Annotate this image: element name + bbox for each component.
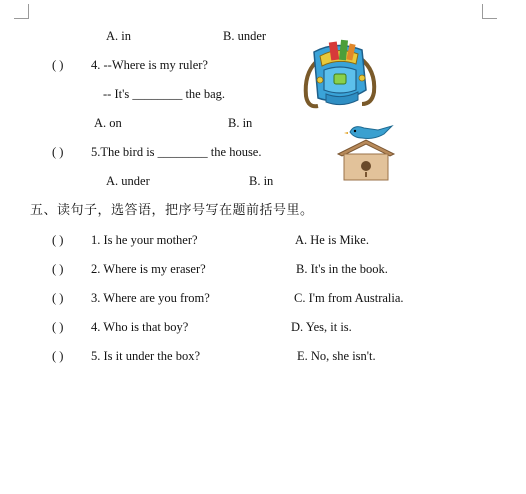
q4-question: 4. --Where is my ruler? xyxy=(91,58,208,72)
s5-item-4-parentheses[interactable]: ( ) xyxy=(52,320,64,334)
q4-answer-prefix: -- It's xyxy=(103,87,130,101)
s5-item-2-question: 2. Where is my eraser? xyxy=(91,262,206,276)
q4-answer-suffix: the bag. xyxy=(185,87,226,101)
s5-option-e: E. No, she isn't. xyxy=(297,349,376,363)
q5-question-prefix: 5.The bird is xyxy=(91,145,155,159)
q5-blank[interactable]: ________ xyxy=(157,145,208,159)
q4-option-b: B. in xyxy=(228,116,253,130)
birdhouse-icon xyxy=(334,124,398,182)
q5-question xyxy=(91,146,261,159)
s5-item-4-question: 4. Who is that boy? xyxy=(91,320,189,334)
q4-blank[interactable]: ________ xyxy=(132,87,183,101)
s5-item-2-parentheses[interactable]: ( ) xyxy=(52,262,64,276)
q4-answer-parentheses[interactable]: ( ) xyxy=(52,58,64,72)
s5-option-b: B. It's in the book. xyxy=(296,262,388,276)
s5-item-5-parentheses[interactable]: ( ) xyxy=(52,349,64,363)
q5-option-b: B. in xyxy=(249,174,274,188)
q5-option-a: A. under xyxy=(106,174,150,188)
crop-mark-top-left xyxy=(14,4,29,19)
q4-option-a: A. on xyxy=(94,116,122,130)
q4-answer-line xyxy=(103,88,225,101)
s5-item-3-parentheses[interactable]: ( ) xyxy=(52,291,64,305)
section-5-heading: 五、读句子，选答语，把序号写在题前括号里。 xyxy=(30,203,314,218)
s5-option-c: C. I'm from Australia. xyxy=(294,291,404,305)
backpack-icon xyxy=(296,34,382,114)
q5-answer-parentheses[interactable]: ( ) xyxy=(52,145,64,159)
s5-item-3-question: 3. Where are you from? xyxy=(91,291,210,305)
q3-option-a: A. in xyxy=(106,29,131,43)
crop-mark-top-right xyxy=(482,4,497,19)
s5-option-d: D. Yes, it is. xyxy=(291,320,352,334)
s5-option-a: A. He is Mike. xyxy=(295,233,369,247)
s5-item-1-question: 1. Is he your mother? xyxy=(91,233,198,247)
q5-question-suffix: the house. xyxy=(210,145,262,159)
s5-item-1-parentheses[interactable]: ( ) xyxy=(52,233,64,247)
q3-option-b: B. under xyxy=(223,29,267,43)
s5-item-5-question: 5. Is it under the box? xyxy=(91,349,201,363)
